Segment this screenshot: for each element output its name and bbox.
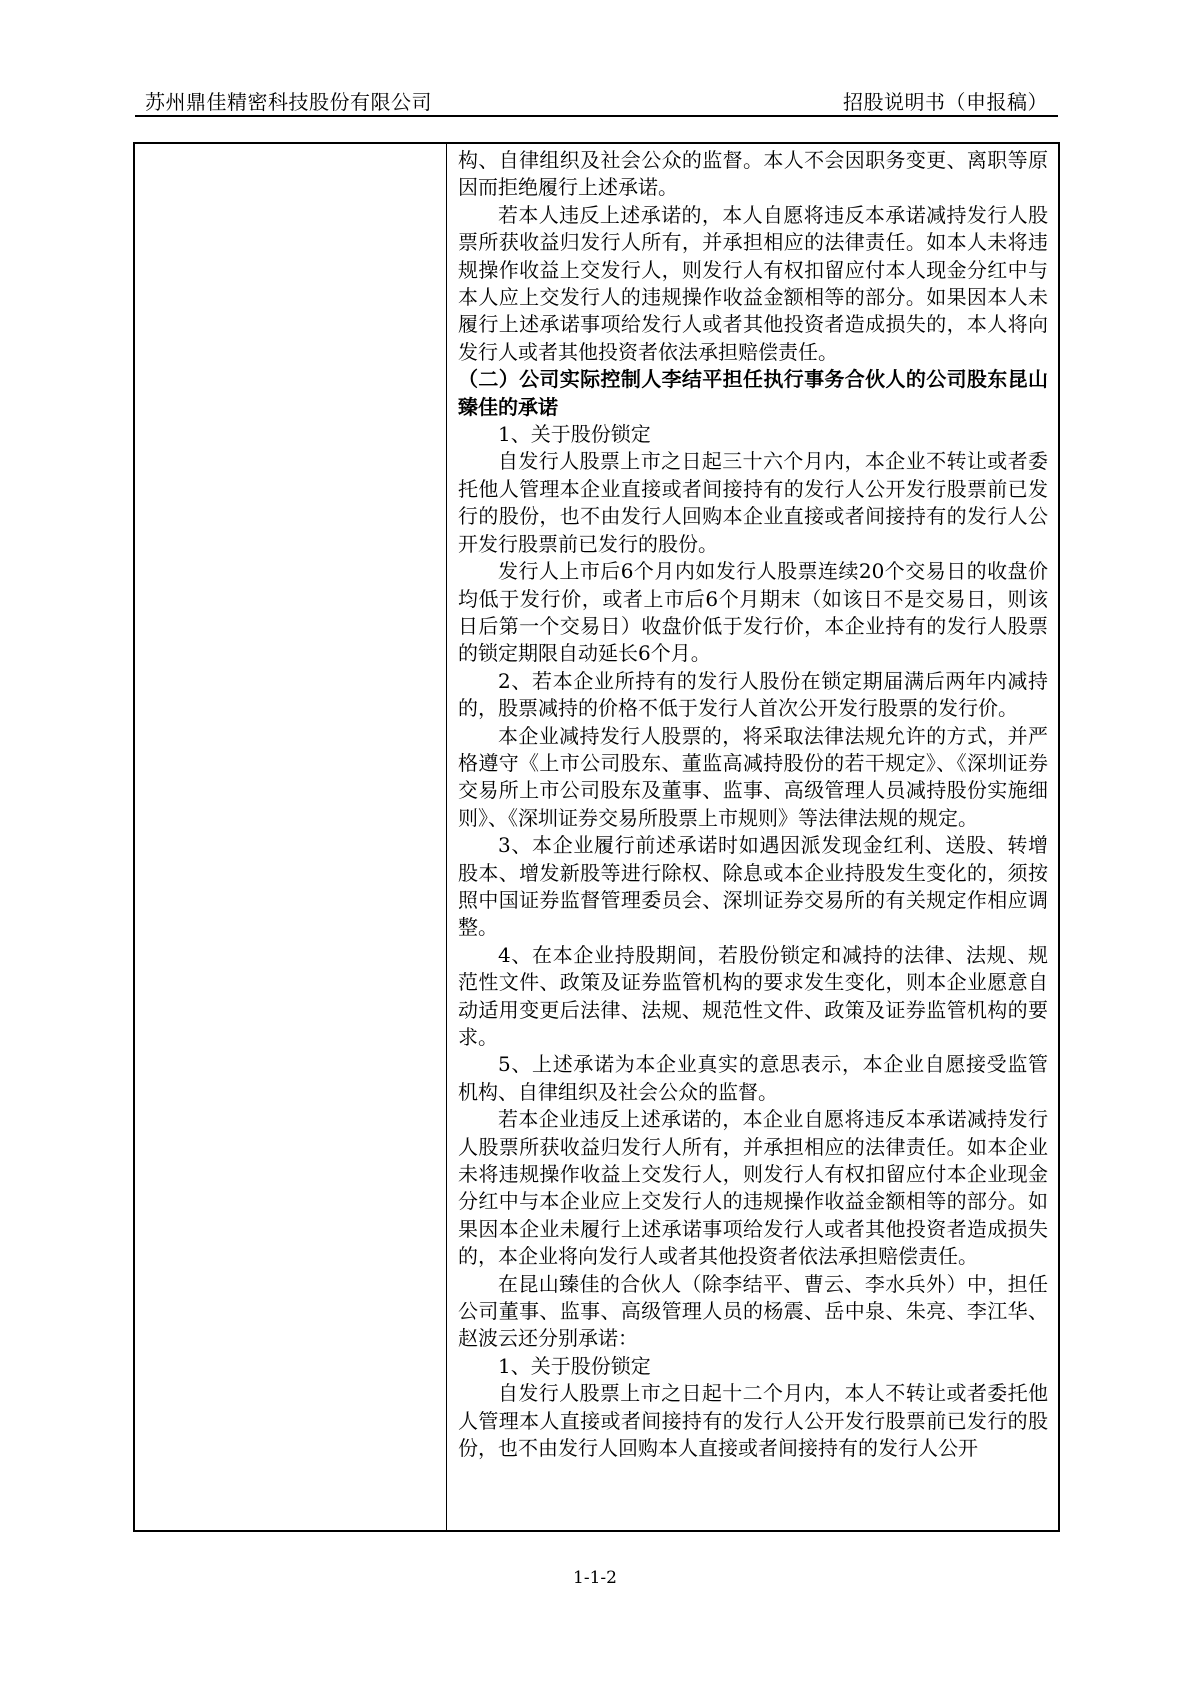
table-right-cell bbox=[448, 144, 1058, 1530]
paragraph: 自发行人股票上市之日起三十六个月内，本企业不转让或者委托他人管理本企业直接或者间接持有的发行人公开发行股票前已发行的股份，也不由发行人回购本企业直接或者间接持有的发行人公开发行股票前已发行的股份。 bbox=[458, 449, 1048, 556]
paragraph: 若本企业违反上述承诺的，本企业自愿将违反本承诺减持发行人股票所获收益归发行人所有，并承担相应的法律责任。如本企业未将违规操作收益上交发行人，则发行人有权扣留应付本企业现金分红中与本企业应上交发行人的违规操作收益金额相等的部分。如果因本企业未履行上述承诺事项给发行人或者其他投资者造成损失的，本企业将向发行人或者其他投资者依法承担赔偿责任。 bbox=[458, 1107, 1048, 1269]
paragraph: 1、关于股份锁定 bbox=[498, 1353, 651, 1378]
section-heading: （二）公司实际控制人李结平担任执行事务合伙人的公司股东昆山臻佳的承诺 bbox=[458, 367, 1048, 419]
paragraph: 3、本企业履行前述承诺时如遇因派发现金红利、送股、转增股本、增发新股等进行除权、除息或本企业持股发生变化的，须按照中国证券监督管理委员会、深圳证券交易所的有关规定作相应调整。 bbox=[458, 833, 1048, 940]
company-name: 苏州鼎佳精密科技股份有限公司 bbox=[145, 90, 432, 114]
page-header bbox=[135, 82, 1058, 118]
paragraph: 本企业减持发行人股票的，将采取法律法规允许的方式，并严格遵守《上市公司股东、董监高减持股份的若干规定》、《深圳证券交易所上市公司股东及董事、监事、高级管理人员减持股份实施细则》、《深圳证券交易所股票上市规则》等法律法规的规定。 bbox=[458, 723, 1048, 830]
header-divider bbox=[135, 115, 1058, 117]
page-number: 1-1-2 bbox=[573, 1568, 617, 1588]
paragraph: 4、在本企业持股期间，若股份锁定和减持的法律、法规、规范性文件、政策及证券监管机构的要求发生变化，则本企业愿意自动适用变更后法律、法规、规范性文件、政策及证券监管机构的要求。 bbox=[458, 942, 1048, 1049]
paragraph: 若本人违反上述承诺的，本人自愿将违反本承诺减持发行人股票所获收益归发行人所有，并承担相应的法律责任。如本人未将违规操作收益上交发行人，则发行人有权扣留应付本人现金分红中与本人应上交发行人的违规操作收益金额相等的部分。如果因本人未履行上述承诺事项给发行人或者其他投资者造成损失的，本人将向发行人或者其他投资者依法承担赔偿责任。 bbox=[458, 202, 1048, 364]
paragraph: 5、上述承诺为本企业真实的意思表示，本企业自愿接受监管机构、自律组织及社会公众的监督。 bbox=[458, 1052, 1048, 1104]
paragraph: 1、关于股份锁定 bbox=[498, 422, 651, 447]
paragraph: 自发行人股票上市之日起十二个月内，本人不转让或者委托他人管理本人直接或者间接持有的发行人公开发行股票前已发行的股份，也不由发行人回购本人直接或者间接持有的发行人公开 bbox=[458, 1381, 1048, 1461]
commitment-table bbox=[133, 142, 1060, 1532]
document-title: 招股说明书（申报稿） bbox=[843, 90, 1048, 114]
paragraph: 构、自律组织及社会公众的监督。本人不会因职务变更、离职等原因而拒绝履行上述承诺。 bbox=[458, 148, 1048, 200]
paragraph: 2、若本企业所持有的发行人股份在锁定期届满后两年内减持的，股票减持的价格不低于发行人首次公开发行股票的发行价。 bbox=[458, 668, 1048, 721]
table-left-cell bbox=[135, 144, 447, 1530]
paragraph: 在昆山臻佳的合伙人（除李结平、曹云、李水兵外）中，担任公司董事、监事、高级管理人员的杨震、岳中泉、朱亮、李江华、赵波云还分别承诺： bbox=[458, 1271, 1048, 1351]
paragraph: 发行人上市后6个月内如发行人股票连续20个交易日的收盘价均低于发行价，或者上市后6个月期末（如该日不是交易日，则该日后第一个交易日）收盘价低于发行价，本企业持有的发行人股票的锁定期限自动延长6个月。 bbox=[458, 559, 1048, 666]
